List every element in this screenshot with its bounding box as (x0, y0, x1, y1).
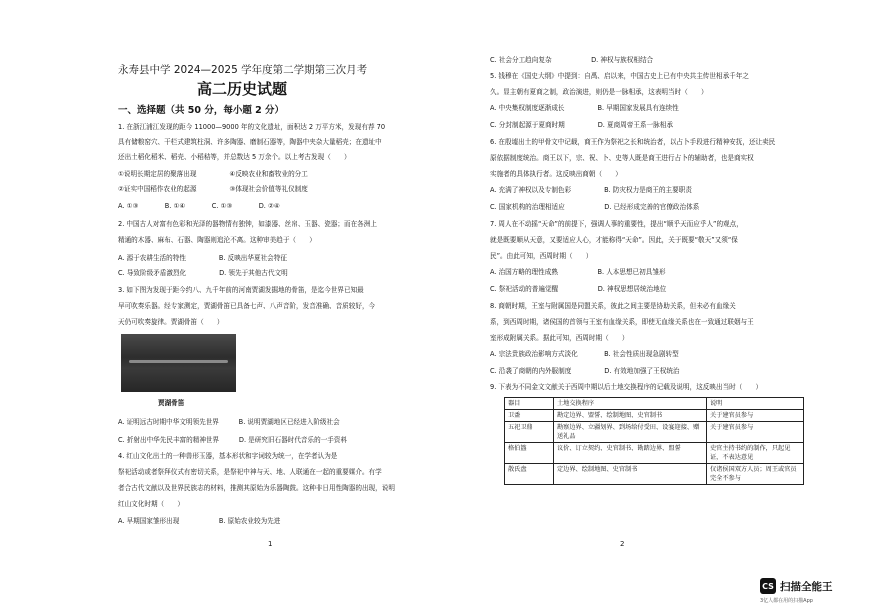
option-line: C. 国家机构的治理相适应 D. 已经形成完善的官僚政治体系 (490, 203, 700, 211)
question-line: 8. 商朝时期，王室与附属国是同盟关系，彼此之间主要是协助关系，但未必有血缘关 (490, 302, 736, 310)
question-line: 4. 红山文化出土的一种兽形玉器，基本形状和字词较为统一，在学者认为是 (118, 452, 338, 460)
table-header-cell: 说明 (707, 398, 804, 410)
watermark-tagline: 3亿人都在用的扫描App (760, 598, 813, 604)
table-row (505, 410, 804, 422)
question-line: 7. 周人在不动摇“天命”的前提下，强调人事的重要性，提出“顺乎天而应乎人”的观点， (490, 220, 743, 228)
question-line: 1. 在浙江浦江发现的距今 11000—9000 年的文化遗址，面积达 2 万平方米，发现有荐 70 (118, 123, 386, 131)
option-line: A. 早期国家雏形出现 B. 原始农业较为先进 (118, 517, 281, 525)
question-line: 就是既要顺从天意，又要适应人心，才能称得“天命”。因此，关于既要“敬天”又须“保 (490, 236, 738, 244)
question-line: 2. 中国古人对富有色彩和光泽的器物情有独钟，如漆器、丝帛、玉器、瓷器；而在各洲上 (118, 220, 377, 228)
question-line: 精通的木器、麻布、石器、陶器则追沦不离。这种审美趋于（ ） (118, 236, 316, 244)
table-row (505, 464, 804, 485)
question-line: 6. 在殷墟出土的甲骨文中记载，商王作为祭祀之长和统治者，以占卜手段进行精神安抚，还让卖民 (490, 138, 776, 146)
question-line: 实施者的具体执行者。这反映出商朝（ ） (490, 170, 622, 178)
table-cell: 卫盉 (505, 410, 554, 422)
option-line: ①说明长期定居的聚落出现 ④反映农业和畜牧业的分工 (118, 170, 308, 178)
exam-school-title: 永寿县中学 2024—2025 学年度第二学期第三次月考 (118, 64, 368, 76)
question-line: 民”。由此可知，西周时期（ ） (490, 252, 593, 260)
table-header-cell: 器目 (505, 398, 554, 410)
page-number: 2 (620, 540, 625, 548)
table-cell: 关于建官员参与 (707, 422, 804, 443)
option-line: A. 证明远古时期中华文明领先世界 B. 说明贾湖地区已经进入阶级社会 (118, 418, 340, 426)
option-line: C. 祭祀活动的普遍觉醒 D. 神权思想居统治地位 (490, 285, 667, 293)
question-line: 5. 钱穆在《国史大纲》中提到：自禹、启以来，中国古史上已有中央共主传世相承千年之 (490, 72, 749, 80)
question-line: 室形成附属关系。据此可知，西周时期（ ） (490, 334, 629, 342)
question-line: 早可吹奏乐器。经专家测定，贾湖骨笛已具备七声、八声音阶，发音准确、音质较好，今 (118, 302, 376, 310)
table-header-cell: 土地交换程序 (554, 398, 707, 410)
table-row (505, 422, 804, 443)
option-line: C. 社会分工趋向复杂 D. 神权与族权相结合 (490, 56, 654, 64)
camscanner-logo-icon: CS (760, 578, 776, 594)
question-line: 9. 下表为不同金文文献关于西周中期以后土地交换程序的记载及说明，这反映出当时（ ） (490, 383, 763, 391)
table-cell: 定边界、绘制地图、史官制书 (554, 464, 707, 485)
table-cell: 格伯簋 (505, 443, 554, 464)
option-line: C. 分封制起源于夏商时期 D. 夏商周帝王系一脉相承 (490, 121, 673, 129)
question-line: 3. 如下图为发现于距今约八、九千年前的河南贾湖发掘地的骨笛，是迄今世界已知最 (118, 286, 364, 294)
table-cell: 勘定边界、盟誓、绘制地图、史官制书 (554, 410, 707, 422)
option-line: A. 中央集权制度逐渐成长 B. 早期国家发展具有连续性 (490, 104, 679, 112)
question-line: 系，到西周时期，诸侯国的首领与王室有血缘关系，即使无血缘关系也在一致通过联姻与王 (490, 318, 754, 326)
table-cell: 关于建官员参与 (707, 410, 804, 422)
table-cell: 仅诸侯国双方人员；周王或官员完全不参与 (707, 464, 804, 485)
section-heading: 一、选择题（共 50 分，每小题 2 分） (118, 105, 285, 116)
question-line: 原依据制度统治。商王以下，宗、祝、卜、史等人既是商王进行占卜的辅助者，也是商实权 (490, 154, 754, 162)
option-line: A. 源于农耕生活的特性 B. 反映出华夏社会特征 (118, 254, 287, 262)
option-line: A. 充满了神权以及专制色彩 B. 防灾权力是商王的主要职责 (490, 186, 692, 194)
table-header-row (505, 398, 804, 410)
scanner-watermark (760, 578, 833, 594)
option-line: A. 治国方略的理性成熟 B. 人本思想已初具雏形 (490, 268, 666, 276)
question-line: 天仍可吹奏旋律。贾湖骨笛（ ） (118, 318, 224, 326)
option-line: C. 沿袭了商朝的内外服制度 D. 有效地加强了王权统治 (490, 367, 680, 375)
question-line: 祭祀活动或者祭拜仪式有密切关系，是祭祀中神与天、地、人联通在一起的重要媒介。有学 (118, 468, 382, 476)
bone-flute-photo (121, 334, 236, 392)
option-line: C. 导致阶级矛盾激烈化 D. 领先于其他古代文明 (118, 269, 288, 277)
option-line: C. 折射出中华先民丰富的精神世界 D. 是研究旧石器时代音乐的一手资料 (118, 436, 348, 444)
right-page (455, 0, 870, 614)
photo-caption: 贾湖骨笛 (158, 399, 185, 407)
table-cell: 议价、订立契约、史官制书、勘踏边界、盟誓 (554, 443, 707, 464)
question-line: 还出土稻化稻米、稻壳、小稻秸等，并总数达 5 万余个。以上考古发现（ ） (118, 153, 351, 161)
table-row (505, 443, 804, 464)
land-exchange-table (504, 397, 804, 485)
question-line: 红山文化时期（ ） (118, 500, 184, 508)
question-line: 久。显主朝有夏商之制，政治演进，则仍是一脉相承，这表明当时（ ） (490, 88, 708, 96)
question-line: 具有储粮窑穴、干栏式建筑柱洞、许多陶器、磨制石器等，陶器中夹杂大量稻壳；在遗址中 (118, 138, 382, 146)
page-number: 1 (268, 540, 273, 548)
option-line: A. 宗法贵族政治影响方式淡化 B. 社会性质出现急剧转型 (490, 350, 679, 358)
table-cell: 勘察边界、立疆划界、到场给付受田、设宴迎接、赠送礼品 (554, 422, 707, 443)
question-line: 者合古代文献以及世界民族志的材料，推测其原始为乐器陶鼓。这种非日用性陶器的出现，说明 (118, 484, 395, 492)
table-cell: 史官主持书约的制作，只起见证，不表达意见 (707, 443, 804, 464)
option-line: A. ①③ B. ①④ C. ①③ D. ②④ (118, 202, 280, 210)
watermark-app-name: 扫描全能王 (780, 580, 833, 593)
option-line: ②证实中国稻作农业的起源 ③体现社会价值等礼仪制度 (118, 185, 308, 193)
table-cell: 散氏盘 (505, 464, 554, 485)
exam-subject-title: 高二历史试题 (197, 80, 288, 98)
table-cell: 五祀卫鼎 (505, 422, 554, 443)
